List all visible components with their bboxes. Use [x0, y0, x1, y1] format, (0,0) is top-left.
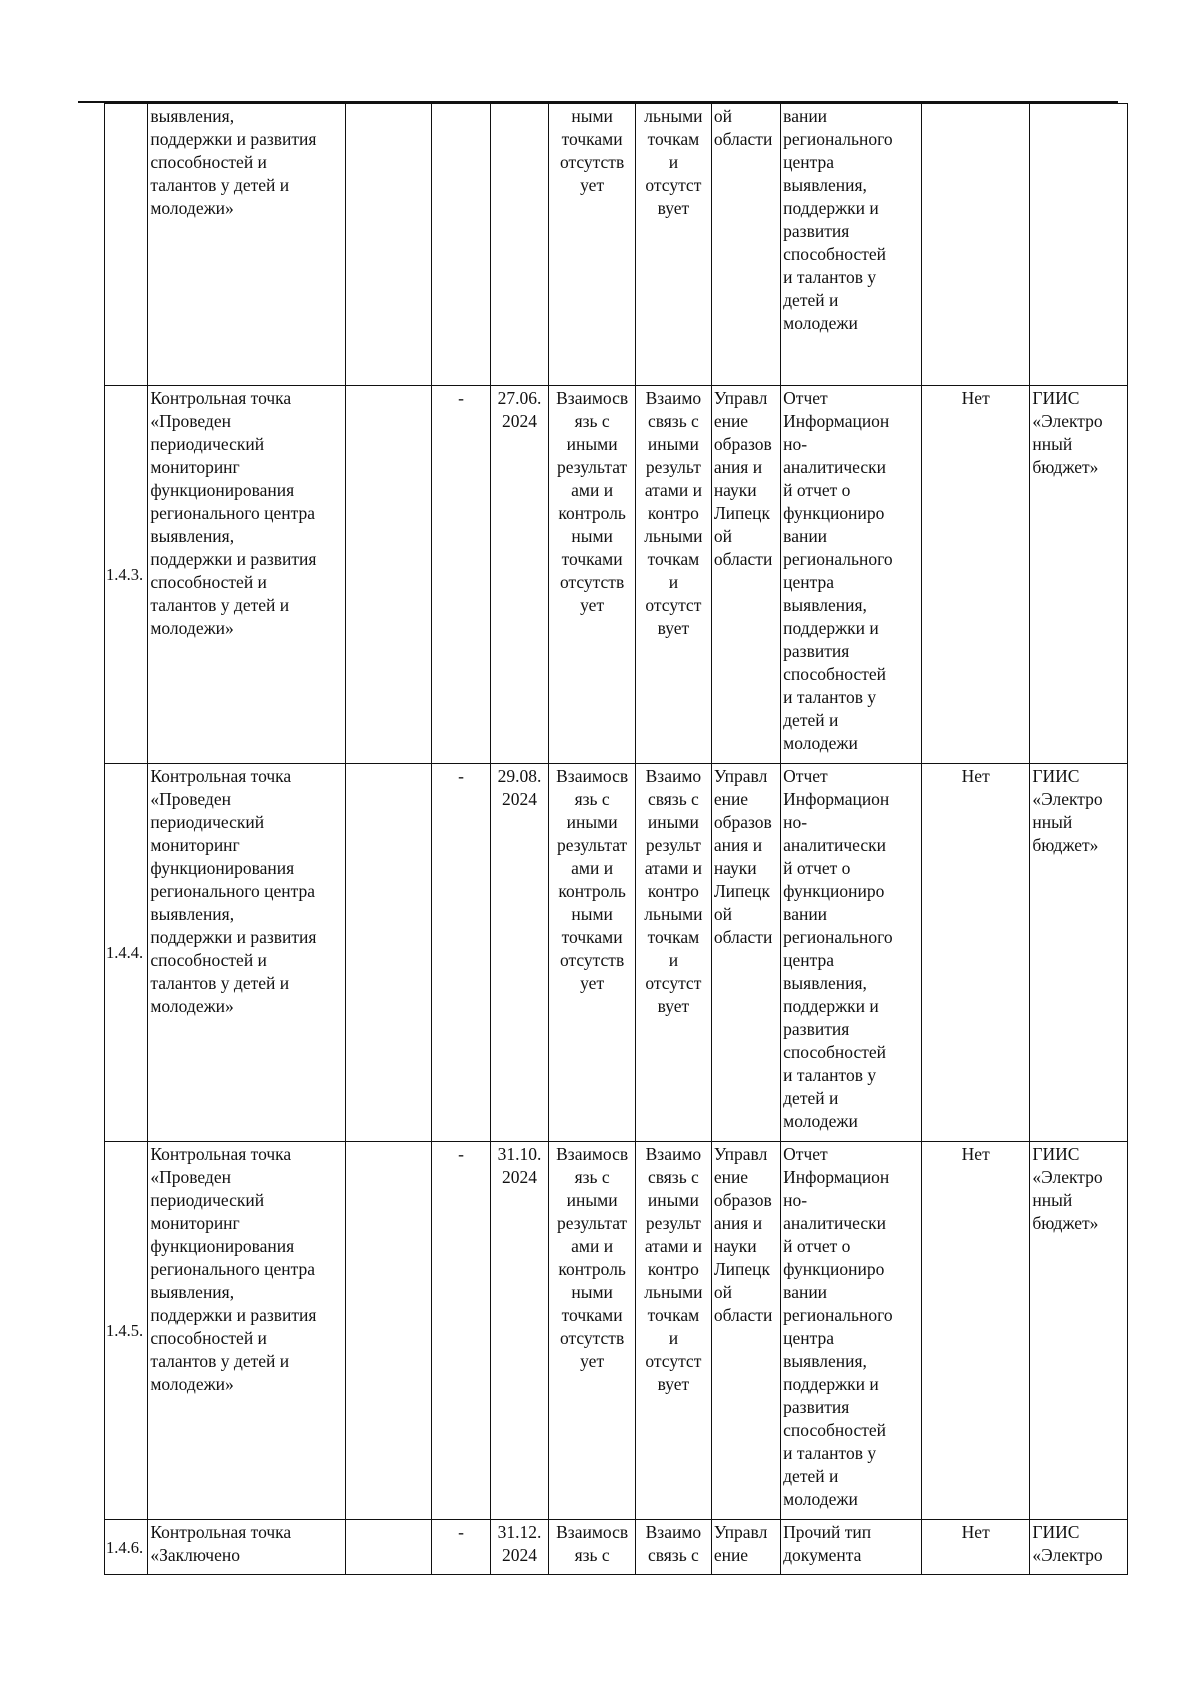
table-row [105, 764, 1128, 1142]
row-system: ГИИС «Электро нный бюджет» [1030, 386, 1128, 764]
row-date: 27.06. 2024 [490, 386, 549, 764]
row-name: Контрольная точка «Проведен периодический мониторинг функционирования регионального центра выявления, поддержки и развития способностей и талантов у детей и молодежи» [148, 386, 345, 764]
table-row [105, 1142, 1128, 1520]
row-system: ГИИС «Электро нный бюджет» [1030, 1142, 1128, 1520]
row-interlinks: ными точками отсутств ует [549, 104, 636, 386]
row-document: вании регионального центра выявления, поддержки и развития способностей и талантов у детей и молодежи [781, 104, 922, 386]
row-col3 [345, 1520, 432, 1575]
row-responsible: Управл ение образов ания и науки Липецк ой области [711, 386, 780, 764]
row-col4: - [432, 386, 491, 764]
row-interlinks-2: Взаимо связь с иными результ атами и контро льными точкам и отсутст вует [635, 386, 711, 764]
row-approval: Нет [922, 386, 1030, 764]
row-responsible: Управл ение образов ания и науки Липецк ой области [711, 764, 780, 1142]
row-name: Контрольная точка «Заключено [148, 1520, 345, 1575]
row-system [1030, 104, 1128, 386]
row-interlinks: Взаимосв язь с иными результат ами и контроль ными точками отсутств ует [549, 764, 636, 1142]
row-number: 1.4.5. [105, 1142, 148, 1520]
row-interlinks: Взаимосв язь с иными результат ами и контроль ными точками отсутств ует [549, 1142, 636, 1520]
row-interlinks: Взаимосв язь с [549, 1520, 636, 1575]
row-approval [922, 104, 1030, 386]
row-interlinks: Взаимосв язь с иными результат ами и контроль ными точками отсутств ует [549, 386, 636, 764]
row-name: Контрольная точка «Проведен периодический мониторинг функционирования регионального центра выявления, поддержки и развития способностей и талантов у детей и молодежи» [148, 764, 345, 1142]
row-system: ГИИС «Электро нный бюджет» [1030, 764, 1128, 1142]
row-col4: - [432, 1520, 491, 1575]
row-document: Отчет Информацион но- аналитически й отчет о функциониро вании регионального центра выявления, поддержки и развития способностей и талантов у детей и молодежи [781, 386, 922, 764]
table-row [105, 1520, 1128, 1575]
row-name: Контрольная точка «Проведен периодический мониторинг функционирования регионального центра выявления, поддержки и развития способностей и талантов у детей и молодежи» [148, 1142, 345, 1520]
row-col4 [432, 104, 491, 386]
table-row [105, 104, 1128, 386]
row-date [490, 104, 549, 386]
row-responsible: Управл ение [711, 1520, 780, 1575]
row-date: 31.12. 2024 [490, 1520, 549, 1575]
row-name: выявления, поддержки и развития способностей и талантов у детей и молодежи» [148, 104, 345, 386]
row-approval: Нет [922, 1520, 1030, 1575]
table-row [105, 386, 1128, 764]
row-document: Отчет Информацион но- аналитически й отчет о функциониро вании регионального центра выявления, поддержки и развития способностей и талантов у детей и молодежи [781, 1142, 922, 1520]
row-interlinks-2: Взаимо связь с иными результ атами и контро льными точкам и отсутст вует [635, 764, 711, 1142]
row-interlinks-2: льными точкам и отсутст вует [635, 104, 711, 386]
row-col3 [345, 1142, 432, 1520]
row-approval: Нет [922, 764, 1030, 1142]
row-number: 1.4.6. [105, 1520, 148, 1575]
row-approval: Нет [922, 1142, 1030, 1520]
row-interlinks-2: Взаимо связь с иными результ атами и контро льными точкам и отсутст вует [635, 1142, 711, 1520]
row-date: 29.08. 2024 [490, 764, 549, 1142]
row-date: 31.10. 2024 [490, 1142, 549, 1520]
row-document: Прочий тип документа [781, 1520, 922, 1575]
row-responsible: Управл ение образов ания и науки Липецк ой области [711, 1142, 780, 1520]
row-system: ГИИС «Электро [1030, 1520, 1128, 1575]
row-col4: - [432, 1142, 491, 1520]
row-number: 1.4.4. [105, 764, 148, 1142]
row-document: Отчет Информацион но- аналитически й отчет о функциониро вании регионального центра выявления, поддержки и развития способностей и талантов у детей и молодежи [781, 764, 922, 1142]
row-col3 [345, 764, 432, 1142]
row-interlinks-2: Взаимо связь с [635, 1520, 711, 1575]
row-number: 1.4.3. [105, 386, 148, 764]
row-number [105, 104, 148, 386]
row-col3 [345, 104, 432, 386]
row-col3 [345, 386, 432, 764]
control-points-table [104, 103, 1128, 1575]
row-responsible: ой области [711, 104, 780, 386]
row-col4: - [432, 764, 491, 1142]
